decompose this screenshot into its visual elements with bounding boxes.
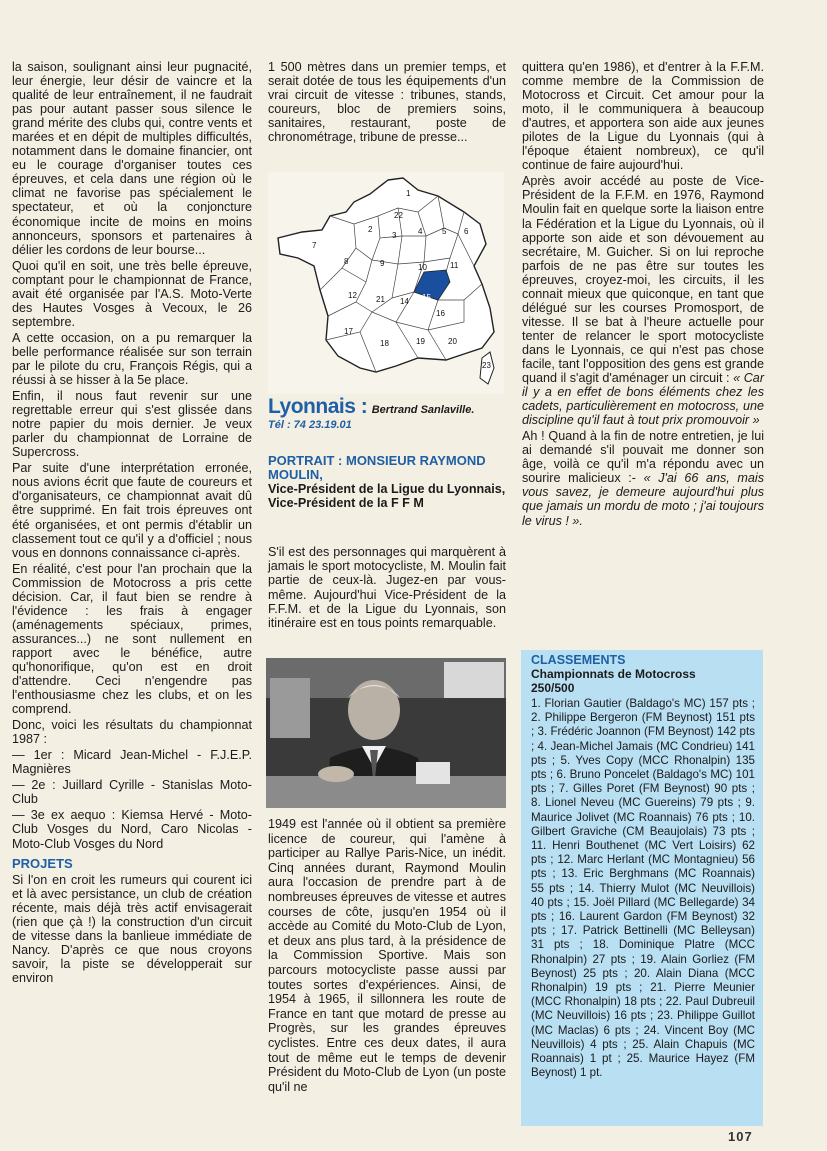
paragraph: Donc, voici les résultats du championnat 1987 : — [12, 718, 252, 747]
map-label: 14 — [400, 297, 409, 306]
portrait-intro — [268, 545, 506, 630]
portrait-heading: PORTRAIT : MONSIEUR RAYMOND MOULIN, — [268, 453, 486, 482]
paragraph: 1949 est l'année où il obtient sa première licence de coureur, qui l'amène à participer au Rallye Paris-Nice, un inédit. Cinq années durant, Raymond Moulin aura l'occasion de prendre part à de nombreuses épreuves de vitesse et autres courses de côte, jusqu'en 1954 où il accède au Comité du Moto-Club de Lyon, et deux ans plus tard, à la présidence de la Commission Sportive. Mais son parcours motocycliste passe aussi par toutes sortes d'expériences. Ainsi, de 1954 à 1965, il sillonnera les route de France en tant que motard de presse au Progrès, sur les grandes épreuves cyclistes. Entre ces deux dates, il aura tout de même eut le temps de devenir Président du Moto-Club de Lyon (un poste qu'il ne — [268, 817, 506, 1094]
quote: « Car il y a en effet de bons éléments chez les cadets, particulièrement en motocross, une discipline qu'il faut à tout prix promouvoir » — [522, 371, 765, 428]
map-label: 18 — [380, 339, 389, 348]
classements-heading: CLASSEMENTS — [531, 653, 626, 667]
map-label: 3 — [392, 231, 397, 240]
map-label: 1 — [406, 189, 411, 198]
map-label: 7 — [312, 241, 317, 250]
paragraph: Par suite d'une interprétation erronée, nous avions écrit que faute de coureurs et d'organisateurs, ce championnat avait dû être supprimé. En fait trois épreuves ont été organisées, et ont permis d'établir un classement tout ce qu'il y a d'officiel ; nous vous en donnons connaissance ci-après. — [12, 461, 252, 560]
result-item-2: — 2e : Juillard Cyrille - Stanislas Moto-Club — [12, 778, 252, 807]
map-label: 17 — [344, 327, 353, 336]
map-label: 12 — [348, 291, 357, 300]
map-label: 8 — [344, 257, 349, 266]
classements-box — [521, 650, 763, 1126]
map-label: 21 — [376, 295, 385, 304]
paragraph: la saison, soulignant ainsi leur pugnacité, leur énergie, leur désir de vaincre et la qualité de leur entraînement, il ne faudrait pas pour autant passer sous silence le grand mérite des clubs qui, contre vents et marées et en dépit de multiples difficultés, notamment dans le domaine financier, ont eu le courage d'organiser toutes ces épreuves, et cela dans une région où le climat ne favorise pas spécialement le spectateur, et où la conjoncture économique incite de moins en moins annonceurs, sponsors et partenaires à délier les cordons de leur bourse... — [12, 60, 252, 257]
article-column-1 — [12, 60, 252, 987]
portrait-subheading: Vice-Président de la Ligue du Lyonnais, Vice-Président de la F F M — [268, 482, 506, 510]
map-label: 22 — [394, 211, 403, 220]
map-label: 9 — [380, 259, 385, 268]
article-column-2 — [268, 60, 506, 146]
section-heading-projets: PROJETS — [12, 855, 73, 871]
map-label: 16 — [436, 309, 445, 318]
paragraph: 1 500 mètres dans un premier temps, et serait dotée de tous les équipements d'un vrai circuit de vitesse : tribunes, stands, coureurs, bloc de premiers soins, sanitaires, restaurant, poste de chronométrage, tribune de presse... — [268, 60, 506, 145]
result-item-1: — 1er : Micard Jean-Michel - F.J.E.P. Magnières — [12, 748, 252, 777]
map-label: 20 — [448, 337, 457, 346]
paragraph — [522, 429, 764, 527]
article-column-3 — [522, 60, 764, 530]
map-label: 23 — [482, 361, 491, 370]
paragraph: A cette occasion, on a pu remarquer la belle performance réalisée sur son terrain par le pilote du cru, François Régis, qui a réussi à se hisser à la 5e place. — [12, 330, 252, 388]
result-item-3: — 3e ex aequo : Kiemsa Hervé - Moto-Club Vosges du Nord, Caro Nicolas - Moto-Club Vosges du Nord — [12, 808, 252, 851]
paragraph: Quoi qu'il en soit, une très belle épreuve, comptant pour le championnat de France, avait été organisée par l'A.S. Moto-Verte des Hautes Vosges à Vecoux, le 26 septembre. — [12, 258, 252, 329]
paragraph: Enfin, il nous faut revenir sur une regrettable erreur qui s'est glissée dans notre papier du mois dernier. Je veux parler du championnat de Lorraine de Supercross. — [12, 389, 252, 460]
league-title: Lyonnais : — [268, 395, 368, 418]
portrait-body — [268, 817, 506, 1094]
quote: « J'ai 66 ans, mais vous savez, je demeure aujourd'hui plus que jamais un mordu de moto ; j'ai toujours le virus ! ». — [522, 471, 765, 528]
classements-subheading: Championnats de Motocross — [531, 667, 696, 681]
paragraph: S'il est des personnages qui marquèrent à jamais le sport motocycliste, M. Moulin fait partie de ceux-là. Jugez-en par vous-même. Aujourd'hui Vice-Président de la F.F.M. et de la Ligue du Lyonnais, son itinéraire est en tous points remarquable. — [268, 545, 506, 631]
classements-results: 1. Florian Gautier (Baldago's MC) 157 pts ; 2. Philippe Bergeron (FM Beynost) 151 pts ; 3. Frédéric Joannon (FM Beynost) 142 pts ; 4. Jean-Michel Jamais (MC Condrieu) 141 pts ; 5. Yves Copy (MCC Rhonalpin) 135 pts ; 6. Bruno Poncelet (Baldago's MC) 101 pts ; 7. Gilles Poret (FM Beynost) 90 pts ; 8. Lionel Neveu (MC Guereins) 79 pts ; 9. Maurice Jolivet (MC Roannais) 76 pts ; 10. Gilbert Graviche (CM Beaujolais) 73 pts ; 11. Henri Bouthenet (MC Vert Loisirs) 62 pts ; 12. Marc Herlant (MC Montagnieu) 56 pts ; 13. Eric Berghmans (MC Roannais) 55 pts ; 14. Thierry Mulot (MC Neuvillois) 40 pts ; 15. Joël Pillard (MC Bellegarde) 34 pts ; 16. Laurent Gardon (FM Beynost) 32 pts ; 17. Patrick Bettinelli (MC Belleysan) 31 pts ; 18. Dominique Platre (MCC Rhonalpin) 27 pts ; 19. Alain Gorliez (FM Beynost) 25 pts ; 20. Alain Diana (MCC Rhonalpin) 19 pts ; 21. Pierre Meunier (MCC Rhonalpin) 18 pts ; 22. Paul Dubreuil (MC Neuvillois) 16 pts ; 23. Philippe Guillot (MC Maclas) 6 pts ; 24. Vincent Boy (MC Neuvillois) 4 pts ; 25. Alain Chapuis (MC Roannais) 1 pt ; 25. Maurice Hayez (FM Beynost) 1 pt. — [531, 697, 755, 1080]
paragraph-text: Ah ! Quand à la fin de notre entretien, je lui ai demandé s'il pouvait me donner son âge, voilà ce qu'il m'a répondu avec un sourire malicieux :- — [522, 429, 764, 486]
map-label: 6 — [464, 227, 469, 236]
paragraph — [522, 174, 764, 427]
france-leagues-map — [268, 172, 504, 394]
map-label: 5 — [442, 227, 447, 236]
map-label: 11 — [450, 261, 459, 270]
paragraph: Si l'on en croit les rumeurs qui courent ici et là avec persistance, un club de création récente, mais déjà très actif envisagerait (rien que çà !) la construction d'un circuit de vitesse dans la banlieue immédiate de Nancy. D'après ce que nous croyons savoir, la piste se développerait sur environ — [12, 872, 252, 985]
map-label: 10 — [418, 263, 427, 272]
paragraph: quittera qu'en 1986), et d'entrer à la F.F.M. comme membre de la Commission de Motocross et Circuit. Cet amour pour la moto, il le communiquera à beaucoup d'autres, et apportera son aide aux jeunes pilotes de la Ligue du Lyonnais (qui à l'époque étaient nombreux), ce qu'il continue de faire aujourd'hui. — [522, 60, 764, 173]
page-number: 107 — [728, 1129, 753, 1144]
portrait-photo — [266, 658, 506, 808]
league-contact-phone: Tél : 74 23.19.01 — [268, 419, 352, 431]
map-label: 2 — [368, 225, 373, 234]
map-label: 19 — [416, 337, 425, 346]
paragraph-text: Après avoir accédé au poste de Vice-Président de la F.F.M. en 1976, Raymond Moulin fait en quelque sorte la liaison entre la Fédération et la Ligue du Lyonnais, où il apporte son aide et son dévouement au secrétaire, M. Guicher. Si on lui reproche parfois de ne pas être sur toutes les épreuves, croyez-moi, les circuits, il les connait mieux que quiconque, en tant que délégué sur les courses Promosport, de vitesse. Il se bat à l'heure actuelle pour tenter de relancer le sport motocycliste dans le Lyonnais, ce qui n'est pas chose facile, tant l'opposition des gens est grande quand il s'agit d'aménager un circuit : — [522, 174, 764, 386]
france-map-svg — [268, 172, 504, 394]
map-label: 4 — [418, 227, 423, 236]
league-contact-name: Bertrand Sanlaville. — [371, 404, 475, 416]
paragraph: En réalité, c'est pour l'an prochain que la Commission de Motocross a pris cette décision. Car, il faut bien se rendre à l'évidence : les frais à engager (aménagements spéciaux, primes, assurances...) ne sont nullement en rapport avec le bénéfice, autre qu'honorifique, qu'on est en droit d'attendre. Ceci n'engendre pas l'enthousiasme chez les clubs, et on les comprend. — [12, 561, 252, 717]
classements-category: 250/500 — [531, 681, 575, 695]
league-contact — [268, 395, 504, 431]
portrait-header — [268, 454, 506, 510]
map-label: 15 — [422, 293, 431, 302]
